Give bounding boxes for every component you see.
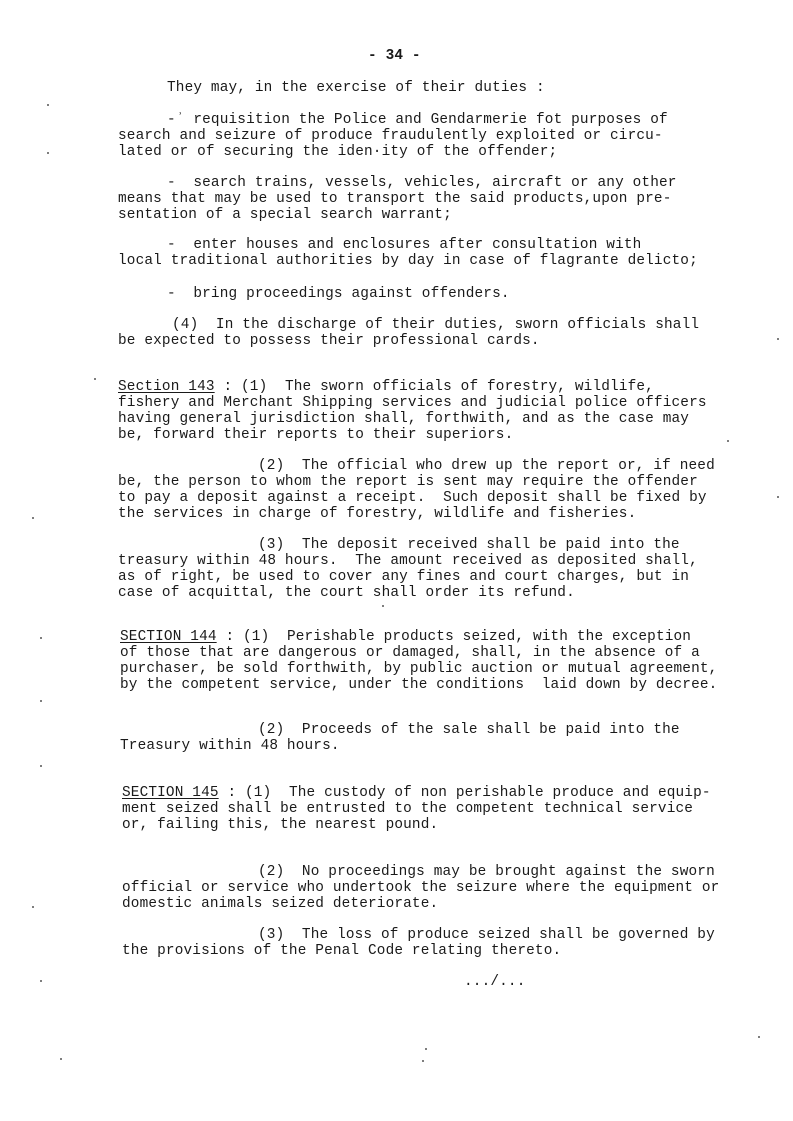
text-line: - bring proceedings against offenders. xyxy=(167,286,510,302)
text-line: domestic animals seized deteriorate. xyxy=(122,896,439,912)
text-line: sentation of a special search warrant; xyxy=(118,207,452,223)
text-line: - enter houses and enclosures after consultation with xyxy=(167,237,642,253)
text-line: (4) In the discharge of their duties, sworn officials shall xyxy=(172,317,700,333)
text-line: search and seizure of produce fraudulently exploited or circu- xyxy=(118,128,663,144)
text-line: -ʾ requisition the Police and Gendarmerie fot purposes of xyxy=(167,112,668,128)
text-line: be, the person to whom the report is sent may require the offender xyxy=(118,474,698,490)
text-line: ment seized shall be entrusted to the competent technical service xyxy=(122,801,694,817)
text-line: local traditional authorities by day in case of flagrante delicto; xyxy=(118,253,698,269)
text-line: treasury within 48 hours. The amount received as deposited shall, xyxy=(118,553,698,569)
text-line: having general jurisdiction shall, forthwith, and as the case may xyxy=(118,411,690,427)
text-line: the provisions of the Penal Code relating thereto. xyxy=(122,943,562,959)
text-line: (2) Proceeds of the sale shall be paid into the xyxy=(258,722,680,738)
text-line: official or service who undertook the seizure where the equipment or xyxy=(122,880,720,896)
text-line: case of acquittal, the court shall order its refund. xyxy=(118,585,575,601)
text-line: by the competent service, under the conditions laid down by decree. xyxy=(120,677,718,693)
text-line: be, forward their reports to their superiors. xyxy=(118,427,514,443)
text-line: (3) The deposit received shall be paid into the xyxy=(258,537,680,553)
text-line: purchaser, be sold forthwith, by public auction or mutual agreement, xyxy=(120,661,718,677)
section-heading-line xyxy=(120,629,691,645)
text-line: (2) The official who drew up the report or, if need xyxy=(258,458,715,474)
text-span: : (1) The sworn officials of forestry, wildlife, xyxy=(214,379,654,395)
text-line: - search trains, vessels, vehicles, aircraft or any other xyxy=(167,175,677,191)
section-144-heading: SECTION 144 xyxy=(120,629,217,645)
text-line: be expected to possess their professional cards. xyxy=(118,333,540,349)
section-heading-line xyxy=(118,379,654,395)
duties-intro: They may, in the exercise of their duties : xyxy=(167,80,545,96)
text-line: means that may be used to transport the said products,upon pre- xyxy=(118,191,672,207)
text-span: : (1) The custody of non perishable produce and equip- xyxy=(218,785,711,801)
text-line: fishery and Merchant Shipping services and judicial police officers xyxy=(118,395,707,411)
text-line: as of right, be used to cover any fines and court charges, but in xyxy=(118,569,690,585)
text-line: the services in charge of forestry, wildlife and fisheries. xyxy=(118,506,637,522)
text-line: (2) No proceedings may be brought against the sworn xyxy=(258,864,715,880)
section-143-heading: Section 143 xyxy=(118,379,215,395)
text-line: to pay a deposit against a receipt. Such deposit shall be fixed by xyxy=(118,490,707,506)
text-line: (3) The loss of produce seized shall be governed by xyxy=(258,927,715,943)
text-line: Treasury within 48 hours. xyxy=(120,738,340,754)
text-span: : (1) Perishable products seized, with the exception xyxy=(216,629,692,645)
continuation-mark: .../... xyxy=(464,974,526,990)
text-line: of those that are dangerous or damaged, shall, in the absence of a xyxy=(120,645,700,661)
page-number: - 34 - xyxy=(368,48,421,64)
text-line: lated or of securing the iden·ity of the offender; xyxy=(118,144,558,160)
section-heading-line xyxy=(122,785,711,801)
text-line: or, failing this, the nearest pound. xyxy=(122,817,439,833)
section-145-heading: SECTION 145 xyxy=(122,785,219,801)
